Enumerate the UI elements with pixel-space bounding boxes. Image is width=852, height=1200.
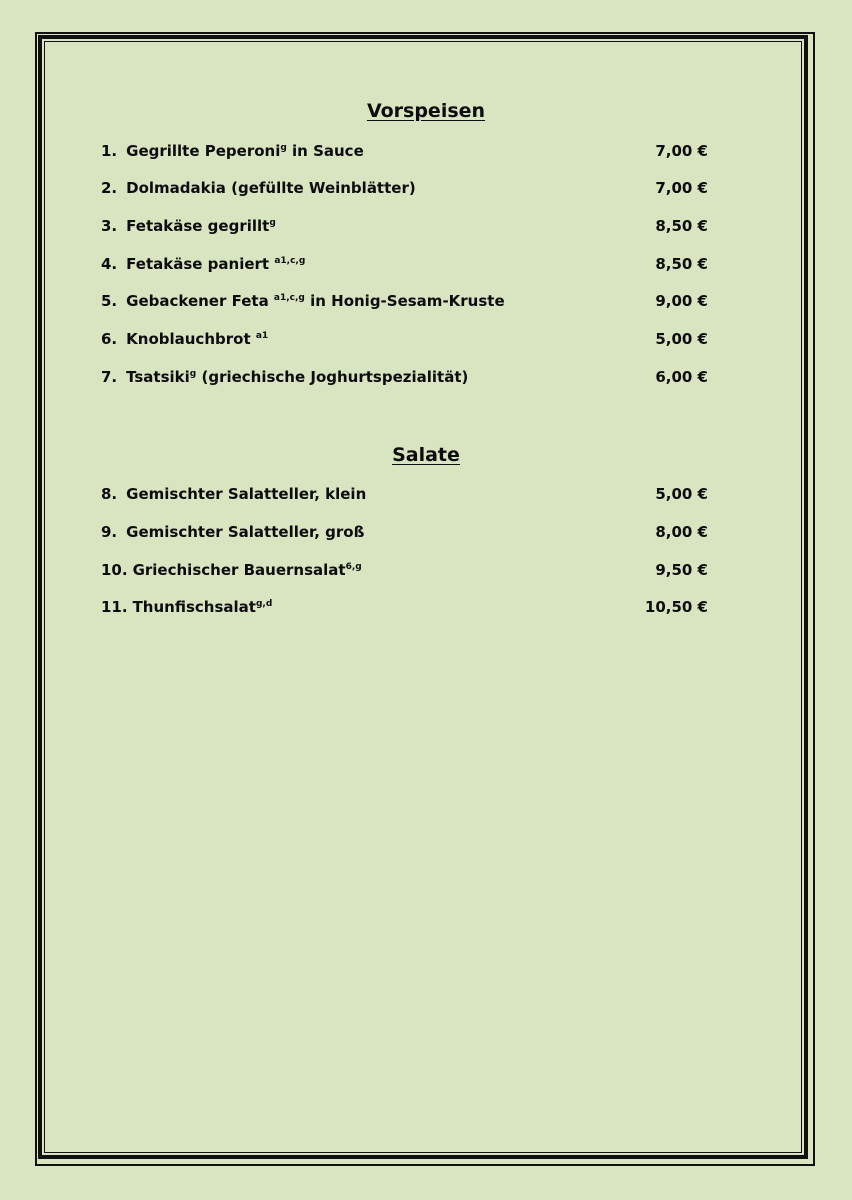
menu-item-price: 5,00 € — [655, 330, 708, 348]
menu-item-price: 9,00 € — [655, 292, 708, 310]
menu-item — [101, 561, 708, 583]
menu-item — [101, 598, 708, 620]
menu-item-name: 6. Knoblauchbrot $^{a1}$ — [101, 330, 269, 348]
menu-item — [101, 368, 708, 390]
menu-item-name: 11. Thunfischsalat$^{g,d}$ — [101, 598, 273, 616]
menu-item-price: 6,00 € — [655, 368, 708, 386]
menu-item-price: 8,50 € — [655, 217, 708, 235]
menu-item-price: 10,50 € — [644, 598, 708, 616]
menu-item — [101, 179, 708, 201]
section-heading-salate: Salate — [392, 444, 460, 466]
menu-item-price: 5,00 € — [655, 485, 708, 503]
menu-item-price: 8,50 € — [655, 255, 708, 273]
menu-item-price: 9,50 € — [655, 561, 708, 579]
page-border-inner — [44, 41, 802, 1153]
menu-item-name: 8. Gemischter Salatteller, klein — [101, 485, 367, 503]
menu-item — [101, 217, 708, 239]
menu-item — [101, 255, 708, 277]
menu-item-name: 10. Griechischer Bauernsalat$^{6,g}$ — [101, 561, 362, 579]
menu-item-name: 9. Gemischter Salatteller, groß — [101, 523, 365, 541]
menu-item-name: 3. Fetakäse gegrillt$^g$ — [101, 217, 276, 235]
section-heading-vorspeisen: Vorspeisen — [366, 100, 486, 122]
menu-item — [101, 142, 708, 164]
menu-item-name: 2. Dolmadakia (gefüllte Weinblätter) — [101, 179, 416, 197]
menu-item-price: 7,00 € — [655, 142, 708, 160]
menu-item-price: 7,00 € — [655, 179, 708, 197]
menu-item — [101, 292, 708, 314]
menu-item-name: 5. Gebackener Feta $^{a1,c,g}$ in Honig-Sesam-Kruste — [101, 292, 505, 310]
menu-item — [101, 485, 708, 507]
menu-item — [101, 330, 708, 352]
menu-item-name: 7. Tsatsiki$^g$ (griechische Joghurtspezialität) — [101, 368, 469, 386]
menu-item — [101, 523, 708, 545]
menu-item-name: 4. Fetakäse paniert $^{a1,c,g}$ — [101, 255, 306, 273]
menu-item-price: 8,00 € — [655, 523, 708, 541]
menu-item-name: 1. Gegrillte Peperoni$^g$ in Sauce — [101, 142, 364, 160]
